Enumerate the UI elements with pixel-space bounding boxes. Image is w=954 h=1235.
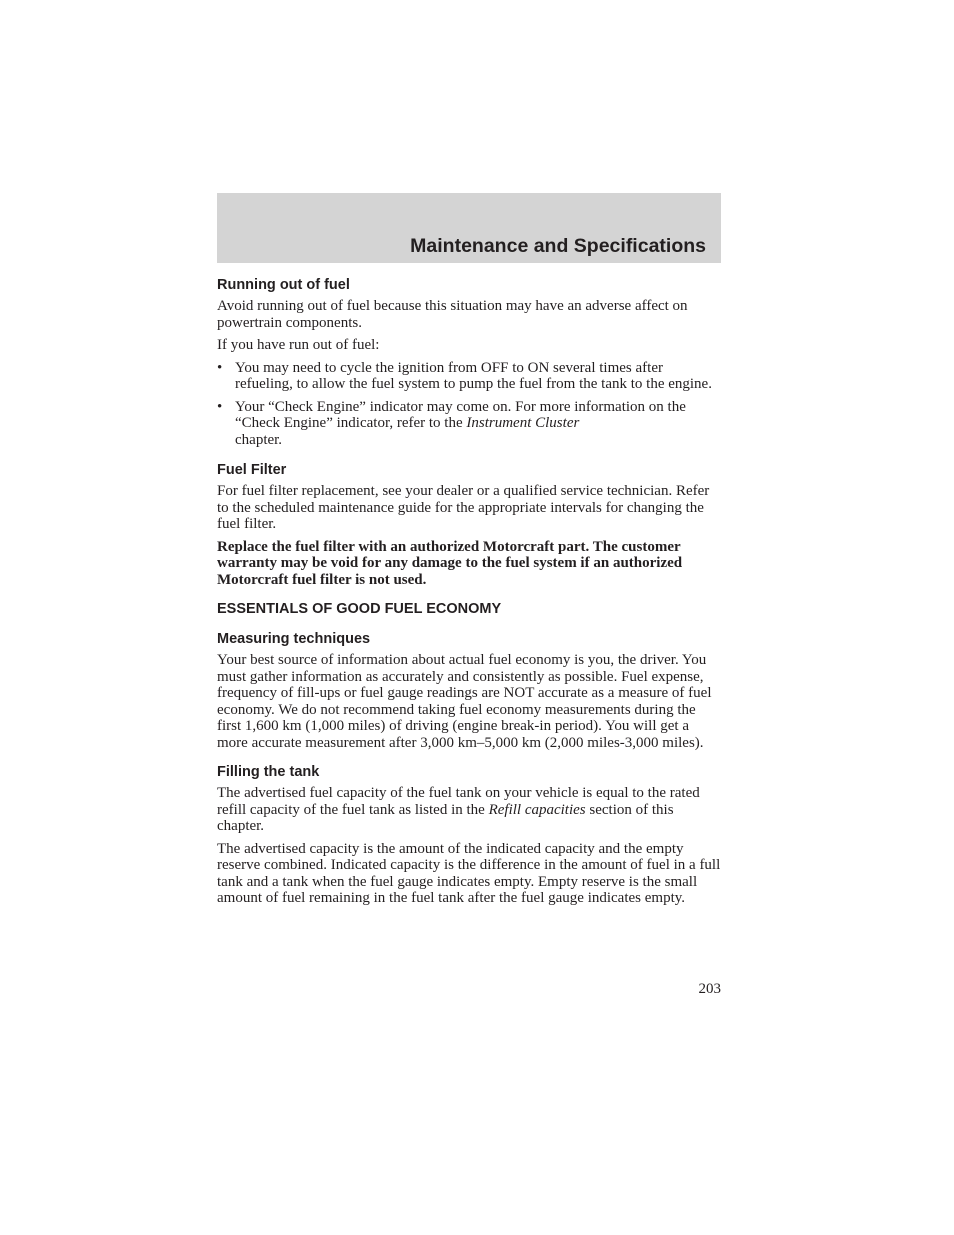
- page-number: 203: [698, 981, 721, 997]
- filling-paragraph-2: The advertised capacity is the amount of the indicated capacity and the empty reserve combined. Indicated capacity is the difference in the amount of fuel in a full tank and a tank when the fuel gauge indicates empty. Empty reserve is the small amount of fuel remaining in the fuel tank after the fuel gauge indicates empty.: [217, 840, 721, 906]
- running-out-list: [217, 360, 721, 449]
- section-reference: Refill capacities: [488, 801, 586, 818]
- filling-paragraph-1: [217, 785, 721, 835]
- page-title: Maintenance and Specifications: [410, 235, 706, 257]
- fuel-filter-warning: Replace the fuel filter with an authorized Motorcraft part. The customer warranty may be void for any damage to the fuel system if an authorized Motorcraft fuel filter is not used.: [217, 538, 683, 588]
- running-out-paragraph-2: If you have run out of fuel:: [217, 337, 380, 353]
- bullet-icon: •: [217, 398, 223, 415]
- heading-running-out: Running out of fuel: [217, 277, 350, 293]
- chapter-reference: Instrument Cluster: [466, 415, 580, 431]
- heading-filling: Filling the tank: [217, 764, 320, 780]
- heading-fuel-economy: ESSENTIALS OF GOOD FUEL ECONOMY: [217, 601, 502, 617]
- bullet-icon: •: [217, 359, 223, 376]
- list-item-text: Your “Check Engine” indicator may come on. For more information on the “Check Engine” indicator, refer to the: [235, 398, 686, 431]
- list-item-text: You may need to cycle the ignition from OFF to ON several times after refueling, to allow the fuel system to pump the fuel from the tank to the engine.: [235, 359, 712, 392]
- running-out-paragraph-1: Avoid running out of fuel because this situation may have an adverse affect on powertrain components.: [217, 298, 688, 331]
- filling-text: The advertised fuel capacity of the fuel tank on your vehicle is equal to the rated refill capacity of the fuel tank as listed in the: [217, 785, 700, 818]
- heading-fuel-filter: Fuel Filter: [217, 462, 287, 478]
- list-item: [217, 399, 721, 449]
- header-band: [217, 193, 721, 263]
- filling-text: section of this chapter.: [217, 801, 674, 834]
- list-item: [217, 360, 721, 393]
- manual-page: [217, 193, 721, 907]
- heading-measuring: Measuring techniques: [217, 631, 371, 647]
- measuring-paragraph: Your best source of information about actual fuel economy is you, the driver. You must gather information as accurately and consistently as possible. Fuel expense, frequency of fill-ups or fuel gauge readings are NOT accurate as a measure of fuel economy. We do not recommend taking fuel economy measurements during the first 1,600 km (1,000 miles) of driving (engine break-in period). You will get a more accurate measurement after 3,000 km–5,000 km (2,000 miles-3,000 miles).: [217, 652, 712, 751]
- fuel-filter-paragraph: For fuel filter replacement, see your dealer or a qualified service technician. Refer to the scheduled maintenance guide for the appropriate intervals for changing the fuel filter.: [217, 483, 710, 532]
- list-item-text: chapter.: [235, 431, 283, 448]
